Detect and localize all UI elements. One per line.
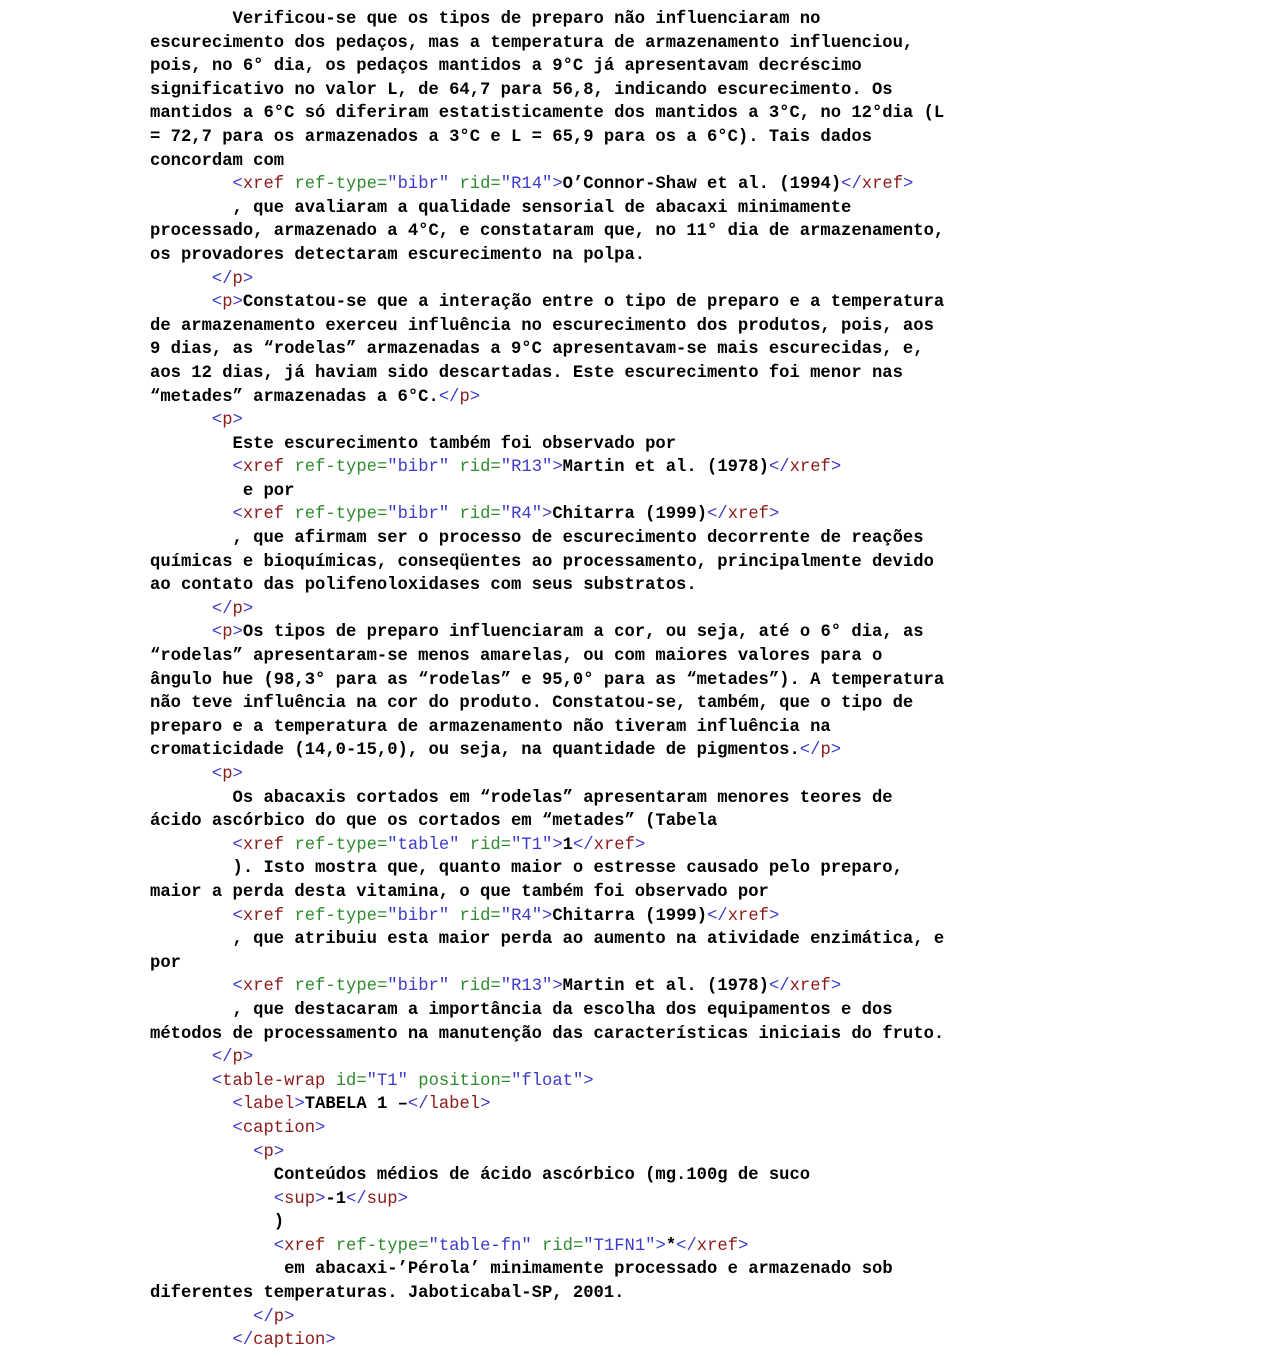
indent [150, 1048, 212, 1067]
tag-bracket: > [655, 1236, 666, 1256]
tag-bracket: > [583, 1071, 594, 1091]
tag-bracket: > [552, 175, 563, 195]
paragraph-text: químicas e bioquímicas, conseqüentes ao processamento, principalmente devido [150, 552, 934, 572]
document-line [150, 952, 1130, 976]
indent [150, 907, 233, 926]
tag-bracket: > [830, 458, 842, 478]
element-text: Martin et al. (1978) [562, 458, 769, 478]
tag-bracket: < [211, 411, 223, 431]
document-line [150, 1141, 1130, 1165]
paragraph-text: ao contato das polifenoloxidases com seus substratos. [150, 576, 697, 596]
document-line [150, 291, 1130, 315]
attribute-value: "bibr" [387, 458, 450, 478]
space [284, 907, 294, 926]
document-line [150, 338, 1130, 362]
document-line [150, 905, 1130, 929]
document-line [150, 220, 1130, 244]
tag-bracket: </ [211, 1048, 233, 1068]
tag-bracket: > [232, 411, 243, 431]
document-line [150, 362, 1130, 386]
paragraph-text: ) [273, 1213, 285, 1233]
document-line [150, 763, 1130, 787]
paragraph-text: Verificou-se que os tipos de preparo não influenciaram no [232, 10, 821, 29]
paragraph-text: , que destacaram a importância da escolha dos equipamentos e dos [232, 1000, 893, 1020]
indent [150, 1143, 253, 1162]
space [284, 175, 294, 194]
tag-name: caption [242, 1118, 316, 1138]
element-text: -1 [325, 1189, 347, 1209]
document-line [150, 480, 1130, 504]
tag-bracket: > [768, 505, 780, 525]
tag-bracket: > [232, 623, 243, 643]
tag-bracket: < [273, 1189, 285, 1209]
document-line [150, 669, 1130, 693]
paragraph-text: métodos de processamento na manutenção das características iniciais do fruto. [150, 1024, 945, 1044]
tag-name: xref [789, 458, 831, 478]
indent [150, 435, 233, 454]
tag-name: xref [242, 458, 285, 478]
document-line [150, 126, 1130, 150]
paragraph-text: 9 dias, as “rodelas” armazenadas a 9°C apresentavam-se mais escurecidas, e, [150, 340, 924, 360]
document-line [150, 1306, 1130, 1330]
space [325, 1237, 335, 1256]
tag-name: sup [366, 1189, 398, 1209]
document-line [150, 1211, 1130, 1235]
tag-name: xref [284, 1236, 326, 1256]
document-line [150, 150, 1130, 174]
tag-bracket: </ [799, 741, 821, 761]
attribute-value: "table-fn" [428, 1236, 532, 1256]
document-line [150, 197, 1130, 221]
tag-bracket: < [232, 1095, 243, 1115]
document-line [150, 409, 1130, 433]
indent [150, 1001, 233, 1020]
tag-bracket: </ [841, 175, 862, 195]
document-line [150, 268, 1130, 292]
paragraph-text: mantidos a 6°C só diferiram estatisticamente dos mantidos a 3°C, no 12°dia (L [150, 104, 945, 124]
document-line [150, 1046, 1130, 1070]
paragraph-text: Os abacaxis cortados em “rodelas” apresentaram menores teores de [232, 788, 893, 808]
document-line [150, 32, 1130, 56]
tag-name: xref [861, 175, 904, 195]
document-line [150, 551, 1130, 575]
tag-bracket: </ [438, 387, 460, 407]
document-line [150, 503, 1130, 527]
attribute-name: id= [335, 1071, 367, 1091]
tag-bracket: > [315, 1118, 326, 1138]
attribute-name: rid= [459, 906, 501, 926]
attribute-value: "float" [511, 1071, 584, 1091]
document-line [150, 433, 1130, 457]
space [459, 836, 469, 855]
document-line [150, 1235, 1130, 1259]
attribute-name: rid= [542, 1236, 584, 1256]
tag-name: p [263, 1142, 274, 1162]
element-text: Os tipos de preparo influenciaram a cor, ou seja, até o 6° dia, as [242, 623, 924, 643]
indent [150, 10, 233, 29]
indent [150, 977, 233, 996]
document-line [150, 1329, 1130, 1353]
indent [150, 175, 233, 194]
paragraph-text: aos 12 dias, já haviam sido descartadas. Este escurecimento foi menor nas [150, 363, 903, 383]
tag-bracket: > [284, 1307, 295, 1327]
attribute-name: ref-type= [294, 458, 388, 478]
space [284, 505, 294, 524]
tag-name: p [222, 293, 233, 313]
indent [150, 1190, 274, 1209]
tag-name: xref [593, 835, 635, 855]
tag-bracket: > [242, 599, 254, 619]
attribute-value: "R13" [500, 458, 553, 478]
document-line [150, 55, 1130, 79]
paragraph-text: , que afirmam ser o processo de escurecimento decorrente de reações [232, 529, 924, 549]
tag-bracket: < [211, 765, 223, 784]
element-text: Chitarra (1999) [552, 906, 708, 926]
document-line [150, 574, 1130, 598]
attribute-value: "bibr" [387, 906, 450, 926]
attribute-name: rid= [469, 835, 512, 855]
attribute-value: "R4" [500, 906, 543, 926]
space [284, 977, 294, 996]
indent [150, 293, 212, 312]
document-line [150, 1164, 1130, 1188]
tag-bracket: < [232, 977, 243, 997]
paragraph-text: ). Isto mostra que, quanto maior o estresse causado pelo preparo, [232, 859, 903, 879]
tag-name: p [222, 411, 233, 431]
tag-name: p [459, 387, 470, 407]
document-line [150, 386, 1130, 410]
paragraph-text: diferentes temperaturas. Jaboticabal-SP, 2001. [150, 1284, 625, 1304]
paragraph-text: significativo no valor L, de 64,7 para 56,8, indicando escurecimento. Os [150, 80, 893, 100]
paragraph-text: os provadores detectaram escurecimento na polpa. [150, 245, 646, 265]
tag-bracket: > [480, 1095, 491, 1115]
indent [150, 529, 233, 548]
tag-bracket: > [232, 293, 243, 313]
tag-bracket: < [211, 623, 223, 643]
tag-bracket: > [242, 1048, 254, 1068]
attribute-value: "bibr" [387, 175, 450, 195]
paragraph-text: ácido ascórbico do que os cortados em “metades” (Tabela [150, 812, 718, 832]
tag-name: p [232, 599, 243, 619]
paragraph-text: Conteúdos médios de ácido ascórbico (mg.100g de suco [273, 1166, 811, 1186]
tag-bracket: < [232, 835, 243, 855]
tag-bracket: < [211, 293, 223, 313]
indent [150, 859, 233, 878]
tag-bracket: </ [768, 458, 790, 478]
document-line [150, 102, 1130, 126]
indent [150, 1119, 233, 1138]
document-line [150, 999, 1130, 1023]
document-line [150, 645, 1130, 669]
document-line [150, 716, 1130, 740]
indent [150, 1072, 212, 1091]
tag-bracket: > [738, 1236, 749, 1256]
paragraph-text: ângulo hue (98,3° para as “rodelas” e 95,0° para as “metades”). A temperatura [150, 670, 945, 690]
tag-bracket: < [211, 1071, 223, 1091]
indent [150, 458, 233, 477]
document-line [150, 692, 1130, 716]
paragraph-text: “metades” armazenadas a 6°C. [150, 387, 439, 407]
tag-name: xref [789, 977, 831, 997]
space [449, 907, 459, 926]
element-text: O’Connor-Shaw et al. (1994) [562, 175, 842, 195]
tag-bracket: </ [211, 599, 233, 619]
attribute-value: "T1" [511, 835, 553, 855]
tag-bracket: > [830, 977, 842, 997]
tag-bracket: > [315, 1189, 326, 1209]
paragraph-text: não teve influência na cor do produto. Constatou-se, também, que o tipo de [150, 694, 914, 714]
space [408, 1072, 418, 1091]
paragraph-text: pois, no 6° dia, os pedaços mantidos a 9°C já apresentavam decréscimo [150, 57, 862, 77]
space [284, 836, 294, 855]
tag-bracket: </ [768, 977, 790, 997]
attribute-value: "bibr" [387, 505, 450, 525]
paragraph-text: de armazenamento exerceu influência no escurecimento dos produtos, pois, aos [150, 316, 934, 336]
attribute-name: ref-type= [294, 835, 388, 855]
paragraph-text: concordam com [150, 151, 285, 171]
document-line [150, 1117, 1130, 1141]
indent [150, 1213, 274, 1232]
tag-bracket: > [768, 906, 780, 926]
space [325, 1072, 335, 1091]
space [284, 458, 294, 477]
tag-bracket: </ [211, 269, 233, 289]
document-line [150, 1282, 1130, 1306]
document-line [150, 8, 1130, 32]
indent [150, 411, 212, 430]
indent [150, 1260, 284, 1279]
document-line [150, 810, 1130, 834]
indent [150, 505, 233, 524]
document-line [150, 1093, 1130, 1117]
element-text: * [665, 1236, 677, 1256]
tag-name: xref [242, 835, 285, 855]
space [449, 505, 459, 524]
tag-name: label [428, 1095, 481, 1115]
attribute-value: "bibr" [387, 977, 450, 997]
document-line [150, 834, 1130, 858]
document-line [150, 1258, 1130, 1282]
tag-bracket: < [232, 1118, 243, 1138]
paragraph-text: por [150, 953, 181, 973]
tag-bracket: </ [346, 1189, 367, 1209]
tag-bracket: > [325, 1331, 336, 1351]
attribute-name: ref-type= [294, 175, 388, 195]
tag-bracket: </ [232, 1331, 254, 1351]
tag-bracket: < [232, 458, 243, 478]
tag-name: p [232, 269, 243, 289]
tag-name: xref [242, 906, 285, 926]
tag-name: sup [284, 1189, 316, 1209]
paragraph-text: e por [242, 481, 295, 501]
paragraph-text: em abacaxi-’Pérola’ minimamente processado e armazenado sob [284, 1260, 893, 1280]
attribute-name: ref-type= [294, 505, 388, 525]
xml-document-view [150, 8, 1130, 1353]
document-line [150, 79, 1130, 103]
document-line [150, 598, 1130, 622]
paragraph-text: escurecimento dos pedaços, mas a temperatura de armazenamento influenciou, [150, 33, 914, 53]
tag-bracket: > [552, 977, 563, 997]
tag-name: p [222, 765, 233, 784]
tag-name: p [273, 1307, 285, 1327]
document-line [150, 975, 1130, 999]
element-text: Constatou-se que a interação entre o tipo de preparo e a temperatura [242, 293, 945, 313]
attribute-value: "table" [387, 835, 460, 855]
tag-name: xref [696, 1236, 739, 1256]
tag-bracket: </ [707, 906, 728, 926]
indent [150, 600, 212, 619]
indent [150, 1237, 274, 1256]
tag-name: xref [242, 175, 285, 195]
tag-bracket: > [294, 1095, 305, 1115]
tag-bracket: </ [407, 1095, 429, 1115]
attribute-value: "T1FN1" [583, 1236, 656, 1256]
tag-bracket: </ [253, 1307, 274, 1327]
tag-bracket: > [552, 458, 563, 478]
paragraph-text: “rodelas” apresentaram-se menos amarelas, ou com maiores valores para o [150, 647, 883, 667]
tag-bracket: > [469, 387, 481, 407]
indent [150, 1308, 253, 1327]
tag-bracket: < [232, 505, 243, 525]
attribute-name: rid= [459, 977, 501, 997]
document-line [150, 173, 1130, 197]
attribute-name: ref-type= [294, 906, 388, 926]
attribute-value: "R14" [500, 175, 553, 195]
tag-name: xref [727, 906, 769, 926]
tag-bracket: > [552, 835, 563, 855]
attribute-name: rid= [459, 458, 501, 478]
paragraph-text: Este escurecimento também foi observado por [232, 434, 677, 454]
indent [150, 270, 212, 289]
tag-bracket: > [830, 741, 842, 761]
document-line [150, 857, 1130, 881]
document-line [150, 1188, 1130, 1212]
tag-name: xref [727, 505, 769, 525]
attribute-value: "R13" [500, 977, 553, 997]
document-line [150, 315, 1130, 339]
attribute-name: position= [418, 1071, 512, 1091]
paragraph-text: , que avaliaram a qualidade sensorial de abacaxi minimamente [232, 198, 852, 218]
tag-bracket: < [273, 1236, 285, 1256]
space [449, 977, 459, 996]
tag-bracket: > [242, 269, 254, 289]
tag-bracket: > [903, 175, 914, 195]
document-line [150, 928, 1130, 952]
paragraph-text: cromaticidade (14,0-15,0), ou seja, na quantidade de pigmentos. [150, 741, 800, 761]
indent [150, 1331, 233, 1350]
indent [150, 930, 233, 949]
tag-name: p [232, 1048, 243, 1068]
indent [150, 789, 233, 808]
attribute-name: rid= [459, 175, 501, 195]
element-text: TABELA 1 – [304, 1095, 408, 1115]
attribute-name: ref-type= [335, 1236, 429, 1256]
indent [150, 1166, 274, 1185]
tag-name: caption [253, 1331, 326, 1351]
indent [150, 482, 243, 501]
paragraph-text: maior a perda desta vitamina, o que também foi observado por [150, 882, 769, 902]
tag-bracket: > [542, 906, 553, 926]
space [449, 458, 459, 477]
document-line [150, 787, 1130, 811]
indent [150, 765, 212, 784]
tag-name: xref [242, 505, 285, 525]
tag-name: p [222, 623, 233, 643]
indent [150, 836, 233, 855]
document-line [150, 1023, 1130, 1047]
paragraph-text: = 72,7 para os armazenados a 3°C e L = 65,9 para os a 6°C). Tais dados [150, 127, 872, 147]
tag-name: xref [242, 977, 285, 997]
attribute-value: "T1" [366, 1071, 408, 1091]
element-text: 1 [562, 835, 573, 855]
document-line [150, 621, 1130, 645]
attribute-name: ref-type= [294, 977, 388, 997]
paragraph-text: preparo e a temperatura de armazenamento não tiveram influência na [150, 717, 831, 737]
tag-bracket: > [273, 1142, 285, 1162]
tag-bracket: </ [676, 1236, 697, 1256]
indent [150, 199, 233, 218]
document-line [150, 1070, 1130, 1094]
element-text: Chitarra (1999) [552, 505, 708, 525]
space [532, 1237, 542, 1256]
tag-bracket: < [232, 175, 243, 195]
indent [150, 623, 212, 642]
document-line [150, 739, 1130, 763]
tag-bracket: > [634, 835, 646, 855]
attribute-name: rid= [459, 505, 501, 525]
tag-name: label [242, 1095, 295, 1115]
paragraph-text: , que atribuiu esta maior perda ao aumento na atividade enzimática, e [232, 930, 945, 950]
tag-bracket: > [542, 505, 553, 525]
document-line [150, 244, 1130, 268]
tag-bracket: > [397, 1189, 408, 1209]
tag-bracket: > [232, 765, 243, 784]
document-line [150, 881, 1130, 905]
indent [150, 1095, 233, 1114]
tag-bracket: </ [572, 835, 594, 855]
paragraph-text: processado, armazenado a 4°C, e constataram que, no 11° dia de armazenamento, [150, 222, 945, 242]
tag-bracket: </ [707, 505, 728, 525]
tag-bracket: < [253, 1142, 264, 1162]
tag-bracket: < [232, 906, 243, 926]
attribute-value: "R4" [500, 505, 543, 525]
space [449, 175, 459, 194]
tag-name: p [820, 741, 831, 761]
tag-name: table-wrap [222, 1071, 326, 1091]
document-line [150, 527, 1130, 551]
document-line [150, 456, 1130, 480]
element-text: Martin et al. (1978) [562, 977, 769, 997]
